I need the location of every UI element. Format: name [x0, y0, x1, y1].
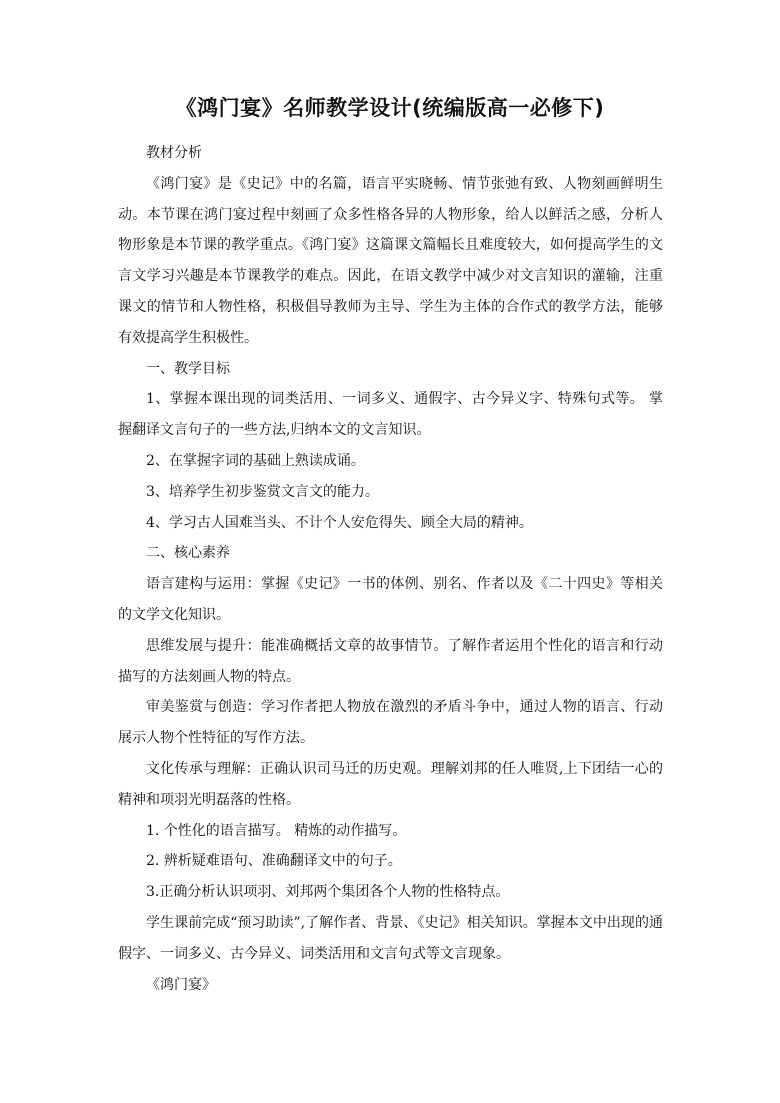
goal-item-4: 4、学习古人国难当头、不计个人安危得失、顾全大局的精神。 [146, 514, 533, 531]
section-heading-textbook-analysis: 教材分析 [146, 145, 202, 161]
literacy-thinking: 思维发展与提升：能准确概括文章的故事情节。了解作者运用个性化的语言和行动描写的方法刻画人物的特点。 [118, 637, 663, 685]
document-body [118, 138, 663, 1000]
text-title: 《鸿门宴》 [146, 976, 216, 993]
paragraph-textbook-analysis: 《鸿门宴》是《史记》中的名篇，语言平实晓畅、情节张弛有致、人物刻画鲜明生动。本节课在鸿门宴过程中刻画了众多性格各异的人物形象，给人以鲜活之感，分析人物形象是本节课的教学重点。《鸿门宴》这篇课文篇幅长且难度较大，如何提高学生的文言文学习兴趣是本节课教学的难点。因此，在语文教学中减少对文言知识的灌输，注重课文的情节和人物性格，积极倡导教师为主导、学生为主体的合作式的教学方法，能够有效提高学生积极性。 [118, 175, 663, 346]
focus-item-3: 3.正确分析认识项羽、刘邦两个集团各个人物的性格特点。 [146, 884, 510, 901]
focus-item-2: 2. 辨析疑难语句、准确翻译文中的句子。 [146, 853, 402, 870]
goal-item-3: 3、培养学生初步鉴赏文言文的能力。 [146, 483, 379, 500]
goal-item-1: 1、掌握本课出现的词类活用、一词多义、通假字、古今异义字、特殊句式等。 掌握翻译文言句子的一些方法,归纳本文的文言知识。 [118, 391, 663, 439]
document-title: 《鸿门宴》名师教学设计(统编版高一必修下) [175, 96, 605, 120]
section-heading-core-literacy: 二、核心素养 [146, 545, 230, 562]
focus-item-1: 1. 个性化的语言描写。 精炼的动作描写。 [146, 822, 407, 839]
literacy-culture: 文化传承与理解：正确认识司马迁的历史观。理解刘邦的任人唯贤,上下团结一心的精神和项羽光明磊落的性格。 [118, 760, 663, 808]
literacy-language: 语言建构与运用：掌握《史记》一书的体例、别名、作者以及《二十四史》等相关的文学文化知识。 [118, 576, 663, 623]
goal-item-2: 2、在掌握字词的基础上熟读成诵。 [146, 452, 365, 469]
preview-paragraph: 学生课前完成“预习助读”,了解作者、背景、《史记》相关知识。掌握本文中出现的通假字、一词多义、古今异义、词类活用和文言句式等文言现象。 [118, 914, 663, 962]
section-heading-teaching-goals: 一、教学目标 [146, 360, 230, 377]
literacy-aesthetic: 审美鉴赏与创造：学习作者把人物放在激烈的矛盾斗争中，通过人物的语言、行动展示人物个性特征的写作方法。 [118, 699, 663, 747]
